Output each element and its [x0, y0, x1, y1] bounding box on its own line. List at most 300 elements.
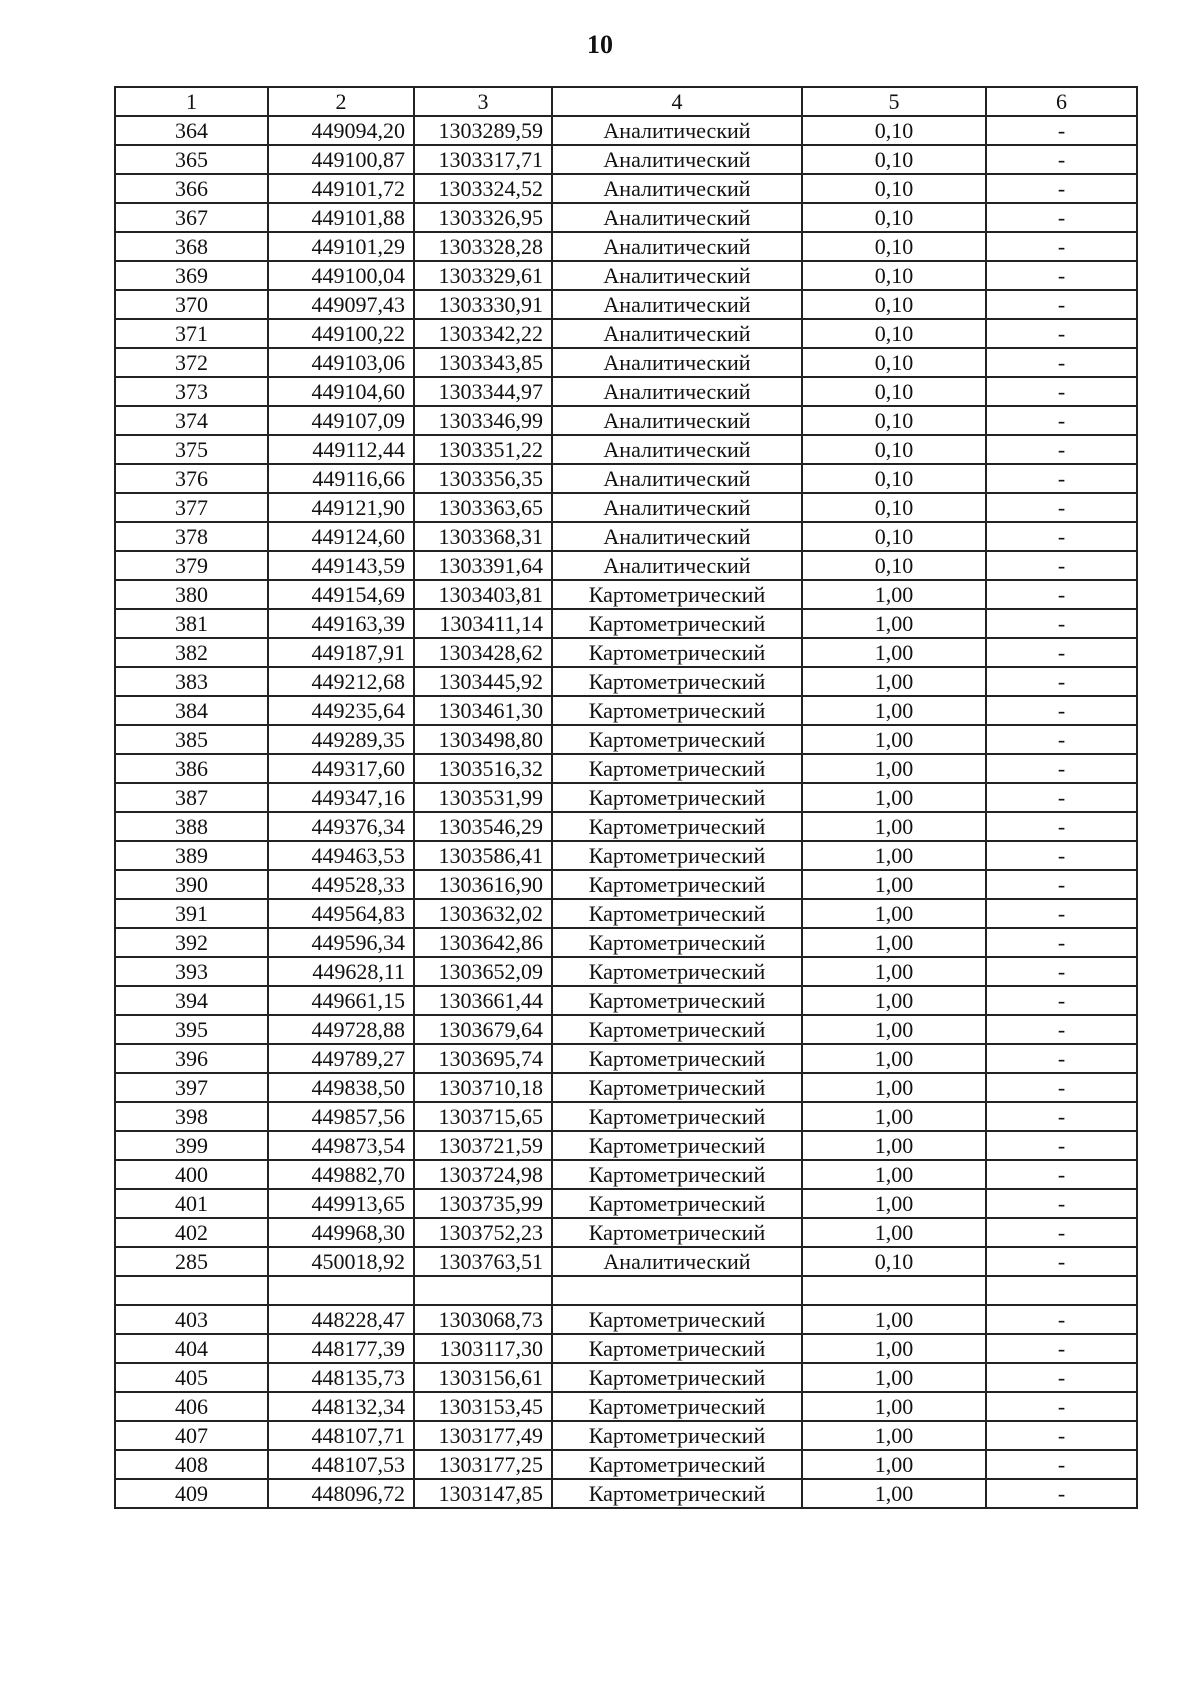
point-number-cell: 388: [115, 812, 268, 841]
note-cell: -: [986, 1334, 1137, 1363]
x-coordinate-cell: 449347,16: [268, 783, 414, 812]
table-row: [115, 551, 1137, 580]
x-coordinate-cell: 449154,69: [268, 580, 414, 609]
table-row: [115, 1189, 1137, 1218]
coordinates-table: [114, 86, 1138, 1509]
header-cell: 1: [115, 87, 268, 116]
table-row: [115, 870, 1137, 899]
accuracy-cell: 1,00: [802, 1363, 986, 1392]
y-coordinate-cell: 1303391,64: [414, 551, 552, 580]
method-cell: Аналитический: [552, 174, 802, 203]
method-cell: Аналитический: [552, 232, 802, 261]
note-cell: -: [986, 551, 1137, 580]
method-cell: Аналитический: [552, 377, 802, 406]
y-coordinate-cell: 1303403,81: [414, 580, 552, 609]
accuracy-cell: 1,00: [802, 1450, 986, 1479]
accuracy-cell: 0,10: [802, 261, 986, 290]
table-row: [115, 1218, 1137, 1247]
method-cell: Картометрический: [552, 1363, 802, 1392]
y-coordinate-cell: 1303695,74: [414, 1044, 552, 1073]
method-cell: Аналитический: [552, 290, 802, 319]
table-row: [115, 203, 1137, 232]
note-cell: -: [986, 203, 1137, 232]
x-coordinate-cell: 449235,64: [268, 696, 414, 725]
accuracy-cell: [802, 1276, 986, 1305]
note-cell: -: [986, 174, 1137, 203]
table-row: [115, 957, 1137, 986]
table-row: [115, 522, 1137, 551]
table-row: [115, 174, 1137, 203]
y-coordinate-cell: 1303546,29: [414, 812, 552, 841]
point-number-cell: 370: [115, 290, 268, 319]
accuracy-cell: 1,00: [802, 928, 986, 957]
y-coordinate-cell: 1303330,91: [414, 290, 552, 319]
method-cell: Картометрический: [552, 1044, 802, 1073]
y-coordinate-cell: 1303715,65: [414, 1102, 552, 1131]
table-row: [115, 145, 1137, 174]
point-number-cell: 285: [115, 1247, 268, 1276]
y-coordinate-cell: 1303156,61: [414, 1363, 552, 1392]
table-row: [115, 406, 1137, 435]
x-coordinate-cell: 449628,11: [268, 957, 414, 986]
point-number-cell: 385: [115, 725, 268, 754]
accuracy-cell: 1,00: [802, 1334, 986, 1363]
y-coordinate-cell: 1303752,23: [414, 1218, 552, 1247]
x-coordinate-cell: 449104,60: [268, 377, 414, 406]
accuracy-cell: 1,00: [802, 725, 986, 754]
table-row: [115, 1131, 1137, 1160]
note-cell: -: [986, 754, 1137, 783]
point-number-cell: 393: [115, 957, 268, 986]
note-cell: -: [986, 1218, 1137, 1247]
x-coordinate-cell: 449124,60: [268, 522, 414, 551]
table-row: [115, 232, 1137, 261]
method-cell: Картометрический: [552, 957, 802, 986]
point-number-cell: 376: [115, 464, 268, 493]
x-coordinate-cell: 449212,68: [268, 667, 414, 696]
y-coordinate-cell: [414, 1276, 552, 1305]
x-coordinate-cell: 449112,44: [268, 435, 414, 464]
table-row: [115, 1102, 1137, 1131]
method-cell: Картометрический: [552, 1218, 802, 1247]
table-row: [115, 493, 1137, 522]
x-coordinate-cell: 449097,43: [268, 290, 414, 319]
point-number-cell: 364: [115, 116, 268, 145]
note-cell: -: [986, 1247, 1137, 1276]
y-coordinate-cell: 1303343,85: [414, 348, 552, 377]
y-coordinate-cell: 1303356,35: [414, 464, 552, 493]
y-coordinate-cell: 1303328,28: [414, 232, 552, 261]
point-number-cell: 386: [115, 754, 268, 783]
x-coordinate-cell: 449376,34: [268, 812, 414, 841]
method-cell: Картометрический: [552, 1102, 802, 1131]
table-row: [115, 319, 1137, 348]
note-cell: -: [986, 116, 1137, 145]
x-coordinate-cell: 449857,56: [268, 1102, 414, 1131]
point-number-cell: 368: [115, 232, 268, 261]
accuracy-cell: 1,00: [802, 1189, 986, 1218]
accuracy-cell: 1,00: [802, 986, 986, 1015]
table-row: [115, 696, 1137, 725]
accuracy-cell: 0,10: [802, 290, 986, 319]
method-cell: Аналитический: [552, 116, 802, 145]
y-coordinate-cell: 1303351,22: [414, 435, 552, 464]
accuracy-cell: 0,10: [802, 435, 986, 464]
point-number-cell: 407: [115, 1421, 268, 1450]
method-cell: Аналитический: [552, 493, 802, 522]
point-number-cell: 379: [115, 551, 268, 580]
x-coordinate-cell: 449101,72: [268, 174, 414, 203]
x-coordinate-cell: 449187,91: [268, 638, 414, 667]
method-cell: Картометрический: [552, 1450, 802, 1479]
note-cell: -: [986, 1363, 1137, 1392]
point-number-cell: 404: [115, 1334, 268, 1363]
y-coordinate-cell: 1303724,98: [414, 1160, 552, 1189]
x-coordinate-cell: 450018,92: [268, 1247, 414, 1276]
x-coordinate-cell: 449968,30: [268, 1218, 414, 1247]
accuracy-cell: 1,00: [802, 1102, 986, 1131]
point-number-cell: 381: [115, 609, 268, 638]
y-coordinate-cell: 1303763,51: [414, 1247, 552, 1276]
note-cell: -: [986, 348, 1137, 377]
point-number-cell: 369: [115, 261, 268, 290]
accuracy-cell: 1,00: [802, 1479, 986, 1508]
table-row: [115, 1305, 1137, 1334]
accuracy-cell: 0,10: [802, 377, 986, 406]
note-cell: -: [986, 957, 1137, 986]
table-row: [115, 1247, 1137, 1276]
y-coordinate-cell: 1303679,64: [414, 1015, 552, 1044]
y-coordinate-cell: 1303117,30: [414, 1334, 552, 1363]
note-cell: -: [986, 290, 1137, 319]
note-cell: -: [986, 928, 1137, 957]
table-row: [115, 348, 1137, 377]
y-coordinate-cell: 1303317,71: [414, 145, 552, 174]
point-number-cell: 384: [115, 696, 268, 725]
note-cell: -: [986, 377, 1137, 406]
point-number-cell: 400: [115, 1160, 268, 1189]
table-row: [115, 290, 1137, 319]
x-coordinate-cell: 449789,27: [268, 1044, 414, 1073]
accuracy-cell: 0,10: [802, 406, 986, 435]
table-row: [115, 580, 1137, 609]
table-row: [115, 1044, 1137, 1073]
table-row: [115, 1015, 1137, 1044]
method-cell: Картометрический: [552, 1189, 802, 1218]
y-coordinate-cell: 1303445,92: [414, 667, 552, 696]
method-cell: Картометрический: [552, 928, 802, 957]
y-coordinate-cell: 1303661,44: [414, 986, 552, 1015]
method-cell: Аналитический: [552, 348, 802, 377]
method-cell: [552, 1276, 802, 1305]
note-cell: -: [986, 841, 1137, 870]
point-number-cell: 398: [115, 1102, 268, 1131]
point-number-cell: 406: [115, 1392, 268, 1421]
x-coordinate-cell: 448177,39: [268, 1334, 414, 1363]
method-cell: Картометрический: [552, 812, 802, 841]
y-coordinate-cell: 1303289,59: [414, 116, 552, 145]
note-cell: -: [986, 1102, 1137, 1131]
header-cell: 5: [802, 87, 986, 116]
note-cell: -: [986, 1479, 1137, 1508]
point-number-cell: 377: [115, 493, 268, 522]
table-row: [115, 116, 1137, 145]
method-cell: Аналитический: [552, 435, 802, 464]
table-row: [115, 1479, 1137, 1508]
note-cell: -: [986, 1131, 1137, 1160]
y-coordinate-cell: 1303642,86: [414, 928, 552, 957]
table-row: [115, 261, 1137, 290]
y-coordinate-cell: 1303147,85: [414, 1479, 552, 1508]
accuracy-cell: 1,00: [802, 1044, 986, 1073]
y-coordinate-cell: 1303428,62: [414, 638, 552, 667]
table-row: [115, 638, 1137, 667]
method-cell: Картометрический: [552, 1131, 802, 1160]
note-cell: -: [986, 696, 1137, 725]
x-coordinate-cell: 449596,34: [268, 928, 414, 957]
method-cell: Картометрический: [552, 986, 802, 1015]
note-cell: -: [986, 261, 1137, 290]
point-number-cell: 374: [115, 406, 268, 435]
y-coordinate-cell: 1303324,52: [414, 174, 552, 203]
note-cell: -: [986, 899, 1137, 928]
point-number-cell: 391: [115, 899, 268, 928]
x-coordinate-cell: 448135,73: [268, 1363, 414, 1392]
table-row: [115, 1363, 1137, 1392]
x-coordinate-cell: 449913,65: [268, 1189, 414, 1218]
note-cell: -: [986, 580, 1137, 609]
accuracy-cell: 1,00: [802, 754, 986, 783]
note-cell: -: [986, 609, 1137, 638]
note-cell: [986, 1276, 1137, 1305]
x-coordinate-cell: 449661,15: [268, 986, 414, 1015]
y-coordinate-cell: 1303068,73: [414, 1305, 552, 1334]
header-cell: 2: [268, 87, 414, 116]
point-number-cell: 397: [115, 1073, 268, 1102]
note-cell: -: [986, 522, 1137, 551]
accuracy-cell: 0,10: [802, 493, 986, 522]
note-cell: -: [986, 1073, 1137, 1102]
x-coordinate-cell: 449116,66: [268, 464, 414, 493]
method-cell: Картометрический: [552, 1073, 802, 1102]
accuracy-cell: 1,00: [802, 812, 986, 841]
point-number-cell: 365: [115, 145, 268, 174]
y-coordinate-cell: 1303498,80: [414, 725, 552, 754]
point-number-cell: 367: [115, 203, 268, 232]
x-coordinate-cell: 448096,72: [268, 1479, 414, 1508]
method-cell: Аналитический: [552, 319, 802, 348]
accuracy-cell: 0,10: [802, 464, 986, 493]
accuracy-cell: 1,00: [802, 783, 986, 812]
x-coordinate-cell: 449101,29: [268, 232, 414, 261]
table-row: [115, 609, 1137, 638]
point-number-cell: 392: [115, 928, 268, 957]
table-row: [115, 1392, 1137, 1421]
point-number-cell: 395: [115, 1015, 268, 1044]
table-row: [115, 464, 1137, 493]
y-coordinate-cell: 1303153,45: [414, 1392, 552, 1421]
point-number-cell: 372: [115, 348, 268, 377]
y-coordinate-cell: 1303735,99: [414, 1189, 552, 1218]
method-cell: Картометрический: [552, 899, 802, 928]
point-number-cell: 403: [115, 1305, 268, 1334]
point-number-cell: 389: [115, 841, 268, 870]
x-coordinate-cell: 448107,53: [268, 1450, 414, 1479]
table-row: [115, 1073, 1137, 1102]
point-number-cell: 405: [115, 1363, 268, 1392]
method-cell: Картометрический: [552, 1421, 802, 1450]
method-cell: Аналитический: [552, 406, 802, 435]
x-coordinate-cell: 449101,88: [268, 203, 414, 232]
method-cell: Картометрический: [552, 638, 802, 667]
y-coordinate-cell: 1303461,30: [414, 696, 552, 725]
method-cell: Картометрический: [552, 1334, 802, 1363]
point-number-cell: 387: [115, 783, 268, 812]
accuracy-cell: 1,00: [802, 957, 986, 986]
accuracy-cell: 0,10: [802, 551, 986, 580]
note-cell: -: [986, 232, 1137, 261]
accuracy-cell: 0,10: [802, 348, 986, 377]
point-number-cell: 366: [115, 174, 268, 203]
accuracy-cell: 0,10: [802, 116, 986, 145]
table-row: [115, 667, 1137, 696]
point-number-cell: 409: [115, 1479, 268, 1508]
point-number-cell: 380: [115, 580, 268, 609]
note-cell: -: [986, 1305, 1137, 1334]
note-cell: -: [986, 1044, 1137, 1073]
method-cell: Картометрический: [552, 580, 802, 609]
table-row: [115, 725, 1137, 754]
accuracy-cell: 0,10: [802, 145, 986, 174]
x-coordinate-cell: 449100,87: [268, 145, 414, 174]
point-number-cell: 408: [115, 1450, 268, 1479]
accuracy-cell: 1,00: [802, 1392, 986, 1421]
accuracy-cell: 1,00: [802, 1421, 986, 1450]
table-row: [115, 783, 1137, 812]
x-coordinate-cell: 449882,70: [268, 1160, 414, 1189]
note-cell: -: [986, 319, 1137, 348]
x-coordinate-cell: 449289,35: [268, 725, 414, 754]
method-cell: Аналитический: [552, 145, 802, 174]
header-cell: 4: [552, 87, 802, 116]
method-cell: Картометрический: [552, 1392, 802, 1421]
x-coordinate-cell: 449463,53: [268, 841, 414, 870]
y-coordinate-cell: 1303368,31: [414, 522, 552, 551]
x-coordinate-cell: 449528,33: [268, 870, 414, 899]
method-cell: Картометрический: [552, 1160, 802, 1189]
point-number-cell: 402: [115, 1218, 268, 1247]
y-coordinate-cell: 1303342,22: [414, 319, 552, 348]
method-cell: Картометрический: [552, 1479, 802, 1508]
y-coordinate-cell: 1303710,18: [414, 1073, 552, 1102]
note-cell: -: [986, 493, 1137, 522]
y-coordinate-cell: 1303177,25: [414, 1450, 552, 1479]
note-cell: -: [986, 435, 1137, 464]
x-coordinate-cell: 448132,34: [268, 1392, 414, 1421]
y-coordinate-cell: 1303326,95: [414, 203, 552, 232]
x-coordinate-cell: 449107,09: [268, 406, 414, 435]
method-cell: Картометрический: [552, 1305, 802, 1334]
accuracy-cell: 0,10: [802, 319, 986, 348]
page-number: 10: [587, 30, 613, 59]
method-cell: Аналитический: [552, 551, 802, 580]
y-coordinate-cell: 1303721,59: [414, 1131, 552, 1160]
accuracy-cell: 1,00: [802, 580, 986, 609]
table-row: [115, 1276, 1137, 1305]
x-coordinate-cell: 448228,47: [268, 1305, 414, 1334]
method-cell: Аналитический: [552, 1247, 802, 1276]
point-number-cell: 383: [115, 667, 268, 696]
note-cell: -: [986, 812, 1137, 841]
y-coordinate-cell: 1303531,99: [414, 783, 552, 812]
accuracy-cell: 1,00: [802, 1305, 986, 1334]
method-cell: Аналитический: [552, 464, 802, 493]
header-cell: 6: [986, 87, 1137, 116]
note-cell: -: [986, 1421, 1137, 1450]
table-row: [115, 1160, 1137, 1189]
x-coordinate-cell: 449100,22: [268, 319, 414, 348]
y-coordinate-cell: 1303652,09: [414, 957, 552, 986]
accuracy-cell: 1,00: [802, 638, 986, 667]
note-cell: -: [986, 464, 1137, 493]
note-cell: -: [986, 1160, 1137, 1189]
note-cell: -: [986, 1450, 1137, 1479]
table-row: [115, 899, 1137, 928]
y-coordinate-cell: 1303632,02: [414, 899, 552, 928]
table-row: [115, 812, 1137, 841]
point-number-cell: 375: [115, 435, 268, 464]
point-number-cell: 373: [115, 377, 268, 406]
note-cell: -: [986, 783, 1137, 812]
accuracy-cell: 0,10: [802, 174, 986, 203]
method-cell: Картометрический: [552, 725, 802, 754]
table-header-row: [115, 87, 1137, 116]
method-cell: Аналитический: [552, 203, 802, 232]
accuracy-cell: 1,00: [802, 1218, 986, 1247]
accuracy-cell: 0,10: [802, 522, 986, 551]
point-number-cell: 371: [115, 319, 268, 348]
note-cell: -: [986, 870, 1137, 899]
point-number-cell: 394: [115, 986, 268, 1015]
table-body: [115, 87, 1137, 1508]
note-cell: -: [986, 638, 1137, 667]
accuracy-cell: 1,00: [802, 1015, 986, 1044]
method-cell: Картометрический: [552, 783, 802, 812]
accuracy-cell: 1,00: [802, 1131, 986, 1160]
y-coordinate-cell: 1303344,97: [414, 377, 552, 406]
x-coordinate-cell: 449838,50: [268, 1073, 414, 1102]
x-coordinate-cell: 448107,71: [268, 1421, 414, 1450]
method-cell: Аналитический: [552, 261, 802, 290]
table-row: [115, 1450, 1137, 1479]
accuracy-cell: 1,00: [802, 870, 986, 899]
accuracy-cell: 1,00: [802, 841, 986, 870]
x-coordinate-cell: 449143,59: [268, 551, 414, 580]
point-number-cell: 382: [115, 638, 268, 667]
table-row: [115, 377, 1137, 406]
accuracy-cell: 1,00: [802, 696, 986, 725]
y-coordinate-cell: 1303586,41: [414, 841, 552, 870]
note-cell: -: [986, 1392, 1137, 1421]
table-row: [115, 841, 1137, 870]
y-coordinate-cell: 1303616,90: [414, 870, 552, 899]
accuracy-cell: 1,00: [802, 899, 986, 928]
note-cell: -: [986, 986, 1137, 1015]
x-coordinate-cell: 449103,06: [268, 348, 414, 377]
x-coordinate-cell: 449100,04: [268, 261, 414, 290]
note-cell: -: [986, 725, 1137, 754]
x-coordinate-cell: 449094,20: [268, 116, 414, 145]
